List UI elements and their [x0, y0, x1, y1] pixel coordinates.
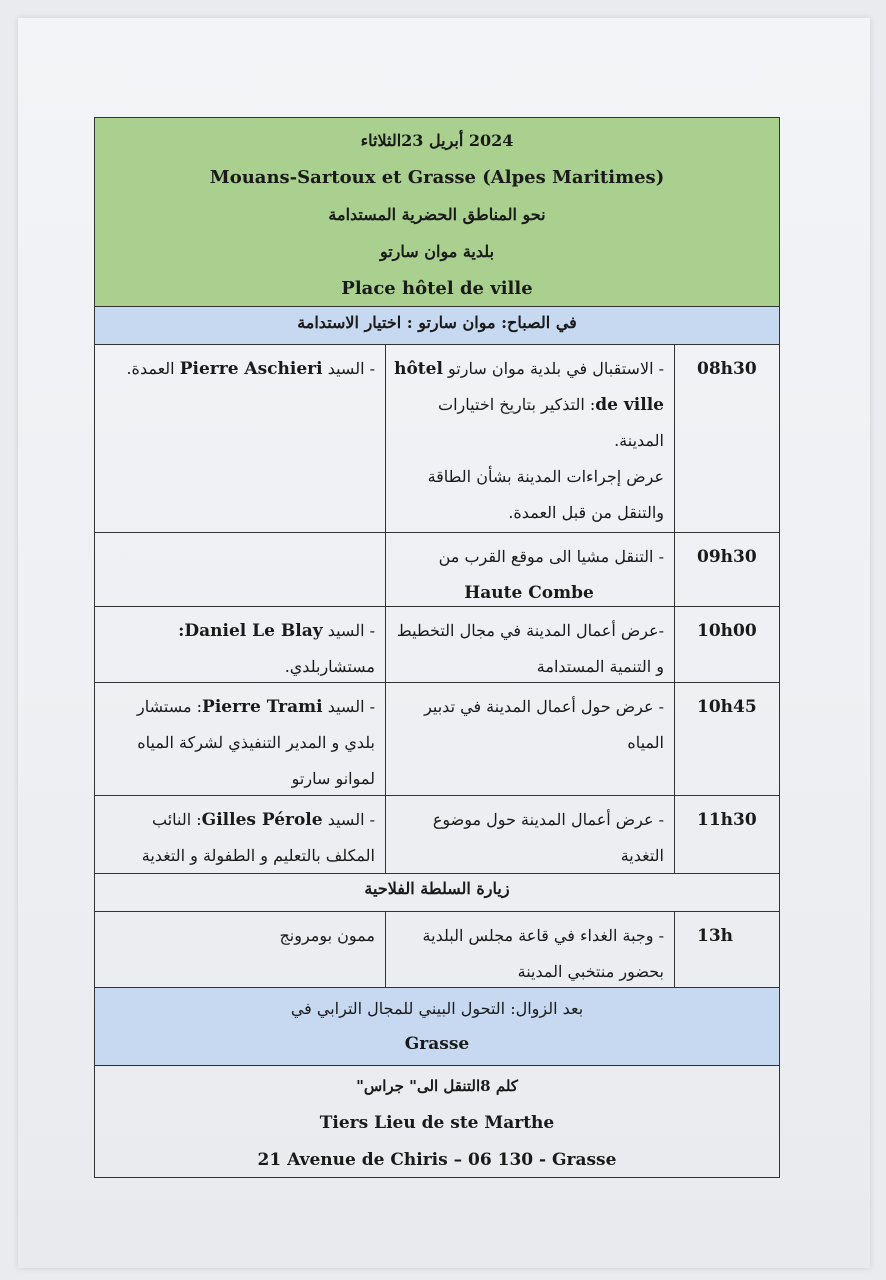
activity-text: والتنقل من قبل العمدة. [508, 503, 664, 522]
speaker-role: المكلف بالتعليم و الطفولة و التغدية [141, 846, 375, 865]
row-speaker: - السيد Daniel Le Blay: مستشاربلدي. [95, 607, 385, 682]
row-activity [385, 912, 675, 987]
row-time: 09h30 [697, 547, 757, 567]
speaker-role: لموانو سارتو [291, 769, 375, 788]
final-transfer: كلم 8التنقل الى" جراس" [356, 1077, 518, 1095]
final-address: 21 Avenue de Chiris – 06 130 - Grasse [257, 1150, 617, 1170]
header-municipality: بلدية موان سارتو [379, 242, 495, 261]
header-band [95, 118, 779, 307]
afternoon-title: بعد الزوال: التحول البيني للمجال الترابي في [290, 999, 584, 1018]
row-speaker [95, 345, 385, 532]
activity-text: - التنقل مشيا الى موقع القرب من [438, 547, 664, 566]
table-row [95, 533, 779, 607]
row-activity [385, 683, 675, 795]
activity-text: التغدية [620, 846, 664, 865]
activity-text: - عرض حول أعمال المدينة في تدبير [424, 697, 664, 716]
table-row [95, 345, 779, 533]
activity-text: بحضور منتخبي المدينة [517, 962, 664, 981]
table-row [95, 683, 779, 796]
final-band [95, 1066, 779, 1177]
activity-latin: Haute Combe [464, 583, 594, 603]
activity-text: المدينة. [614, 431, 664, 450]
speaker-prefix: - السيد [327, 697, 375, 716]
header-date: 2024 أبريل 23الثلاثاء [360, 131, 514, 150]
final-place: Tiers Lieu de ste Marthe [319, 1113, 555, 1133]
activity-text: و التنمية المستدامة [536, 657, 664, 676]
activity-latin: hôtel [394, 359, 443, 379]
row-activity: - الاستقبال في بلدية موان سارتو hôtel de ville: التذكير بتاريخ اختيارات المدينة. عرض إجراءات المدينة بشأن الطاقة والتنقل من قبل العمدة. [385, 345, 675, 532]
speaker-role: : النائب [152, 810, 202, 829]
afternoon-city: Grasse [404, 1034, 470, 1054]
row-speaker [95, 683, 385, 795]
header-location: Mouans-Sartoux et Grasse (Alpes Maritimes) [209, 167, 665, 188]
row-time: 13h [697, 926, 734, 946]
speaker-name: Gilles Pérole [201, 810, 323, 830]
row-activity [385, 796, 675, 873]
visit-title: زيارة السلطة الفلاحية [95, 874, 779, 912]
afternoon-band [95, 988, 779, 1066]
table-row [95, 912, 779, 988]
speaker-name: Daniel Le Blay [184, 621, 323, 641]
row-activity [385, 607, 675, 682]
row-speaker [95, 912, 385, 987]
speaker-prefix: - السيد [327, 810, 375, 829]
activity-text: - الاستقبال في بلدية موان سارتو [448, 359, 664, 378]
header-theme: نحو المناطق الحضرية المستدامة [328, 205, 546, 224]
speaker-name: Pierre Trami [202, 697, 323, 717]
activity-text: - عرض أعمال المدينة حول موضوع [432, 810, 664, 829]
row-speaker [95, 796, 385, 873]
speaker-role: : مستشار [137, 697, 203, 716]
header-venue: Place hôtel de ville [341, 278, 533, 299]
speaker-prefix: - السيد [327, 621, 375, 640]
activity-text: - وجبة الغداء في قاعة مجلس البلدية [422, 926, 664, 945]
speaker-name: Pierre Aschieri [179, 359, 323, 379]
row-time: 10h00 [697, 621, 757, 641]
activity-latin: de ville [595, 395, 664, 415]
speaker-role: العمدة. [126, 359, 175, 378]
row-time: 08h30 [697, 359, 757, 379]
program-table [94, 117, 780, 1178]
speaker-role: بلدي و المدير التنفيذي لشركة المياه [137, 733, 375, 752]
activity-text: -عرض أعمال المدينة في مجال التخطيط [396, 621, 664, 640]
row-time: 10h45 [697, 697, 757, 717]
speaker-role: مستشاربلدي. [284, 657, 375, 676]
morning-title: في الصباح: موان سارتو : اختيار الاستدامة [95, 307, 779, 345]
row-activity [385, 533, 675, 606]
row-speaker [95, 533, 385, 606]
speaker-role: ممون بومرونج [279, 926, 375, 945]
speaker-prefix: - السيد [327, 359, 375, 378]
table-row [95, 796, 779, 874]
activity-text: المياه [627, 733, 664, 752]
table-row [95, 607, 779, 683]
activity-text: التذكير بتاريخ اختيارات [438, 395, 585, 414]
activity-text: عرض إجراءات المدينة بشأن الطاقة [427, 467, 664, 486]
row-time: 11h30 [697, 810, 757, 830]
